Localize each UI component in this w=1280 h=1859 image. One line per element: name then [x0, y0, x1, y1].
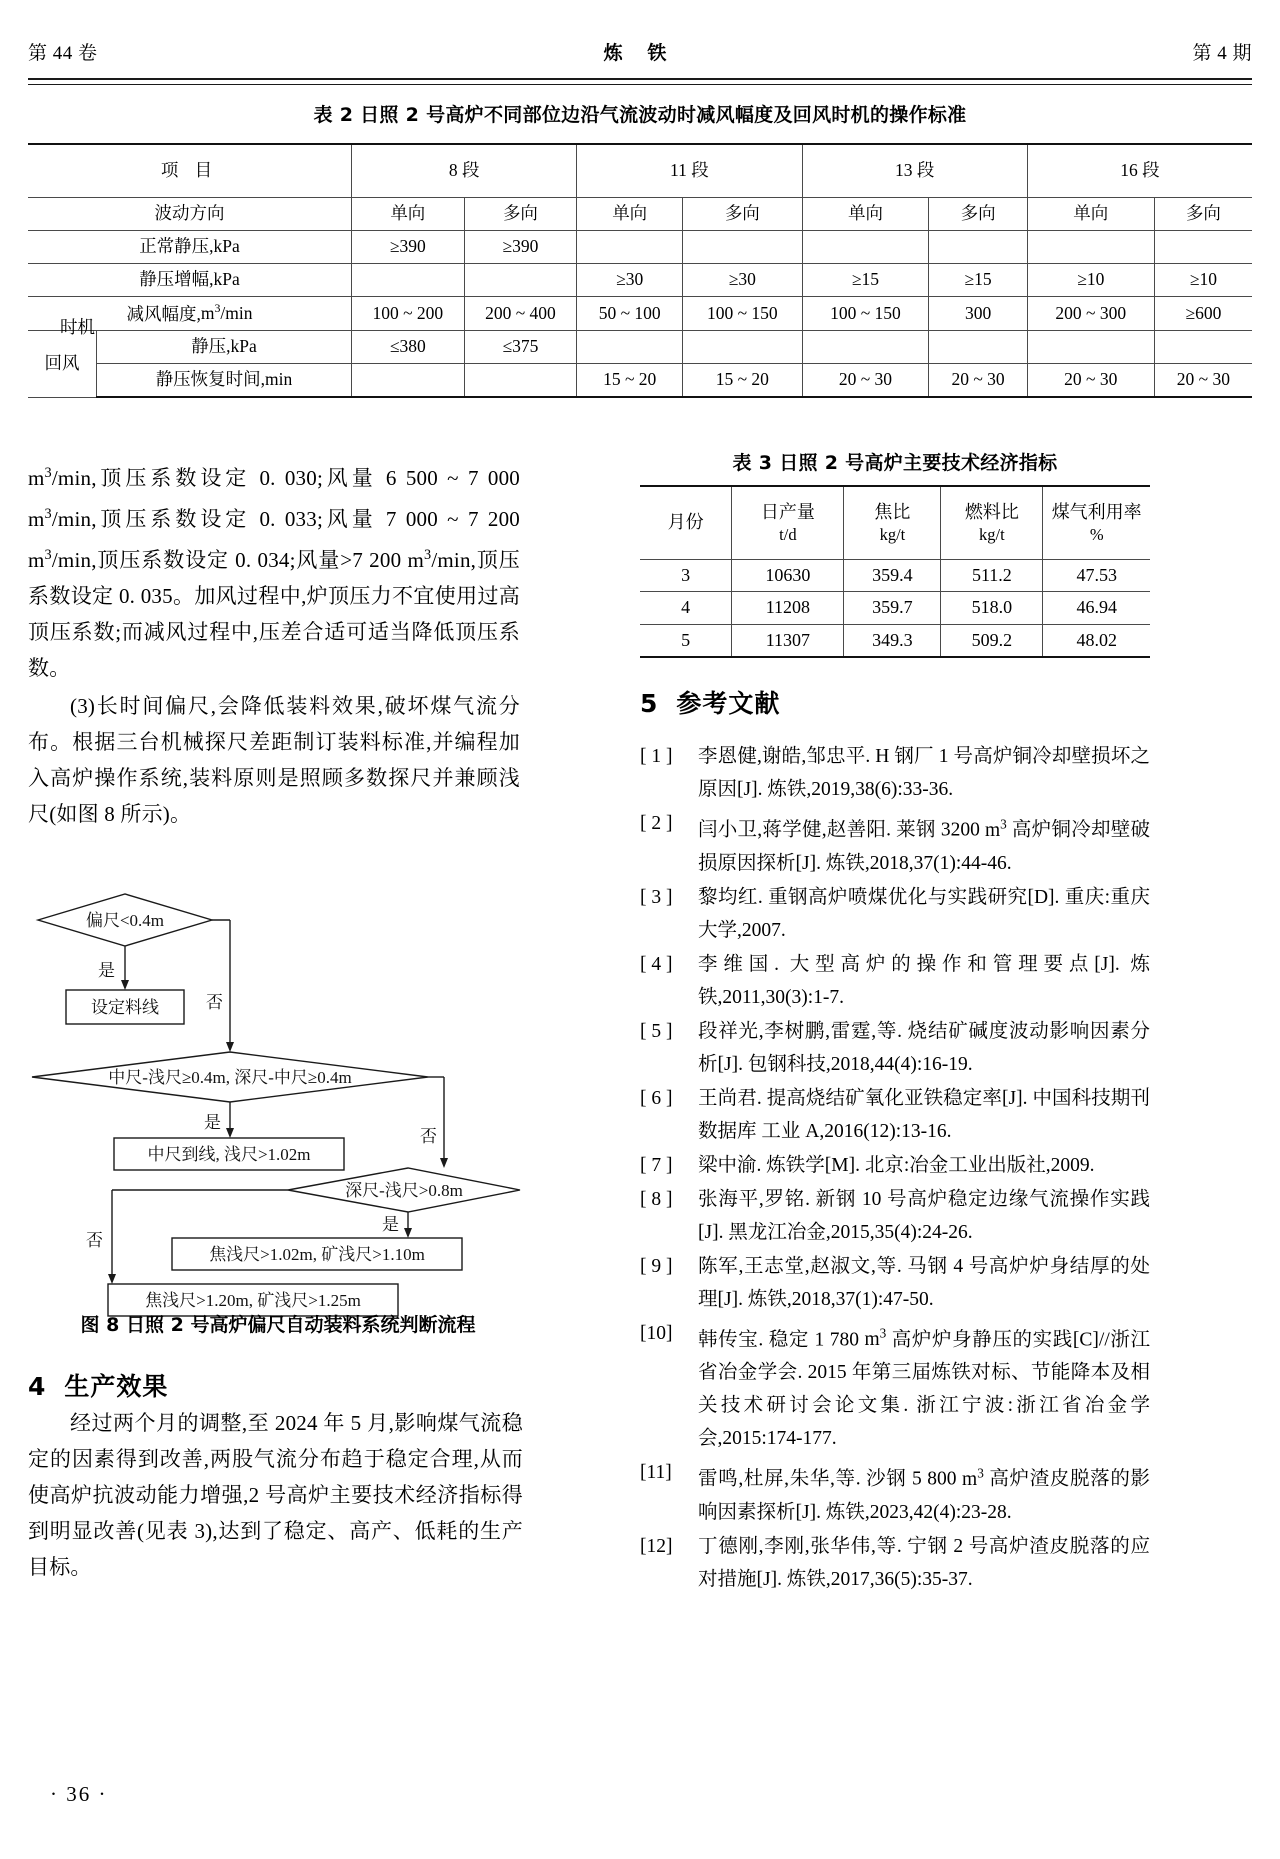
- table-cell: [464, 364, 577, 397]
- table-cell: 200 ~ 400: [464, 296, 577, 331]
- list-item: [640, 1317, 1150, 1456]
- table2-caption: 表 2 日照 2 号高炉不同部位边沿气流波动时减风幅度及回风时机的操作标准: [313, 104, 967, 126]
- reference-text: 梁中渝. 炼铁学[M]. 北京:冶金工业出版社,2009.: [698, 1154, 1095, 1176]
- table-cell: ≥30: [577, 263, 683, 296]
- table-cell: 100 ~ 150: [683, 296, 802, 331]
- table2-direction-cell: 多向: [464, 198, 577, 231]
- reference-text: 王尚君. 提高烧结矿氧化亚铁稳定率[J]. 中国科技期刊数据库 工业 A,2016(12):13-16.: [698, 1087, 1150, 1142]
- table-row: [28, 263, 1252, 296]
- reference-tag: [ 8 ]: [640, 1188, 673, 1210]
- table2-row-label: 静压增幅,kPa: [28, 263, 352, 296]
- table-cell: ≤375: [464, 331, 577, 364]
- reference-text: 段祥光,李树鹏,雷霆,等. 烧结矿碱度波动影响因素分析[J]. 包钢科技,2018,44(4):16-19.: [698, 1020, 1150, 1075]
- volume-label: 第 44 卷: [28, 43, 98, 64]
- table2-row-label: 静压恢复时间,min: [97, 364, 352, 397]
- reference-tag: [ 9 ]: [640, 1255, 673, 1277]
- table-cell: 20 ~ 30: [802, 364, 929, 397]
- table2-direction-cell: 多向: [1154, 198, 1252, 231]
- list-item: [640, 1082, 1150, 1148]
- figure8-caption: 图 8 日照 2 号高炉偏尺自动装料系统判断流程: [80, 1314, 476, 1336]
- paragraph-3: (3)长时间偏尺,会降低装料效果,破坏煤气流分布。根据三台机械探尺差距制订装料标准,并编程加入高炉操作系统,装料原则是照顾多数探尺并兼顾浅尺(如图 8 所示)。: [28, 694, 520, 826]
- table-cell: 15 ~ 20: [577, 364, 683, 397]
- decision-node-2-label: 中尺-浅尺≥0.4m, 深尺-中尺≥0.4m: [108, 1068, 352, 1087]
- journal-title: 炼 铁: [603, 43, 677, 64]
- paragraph-4: 经过两个月的调整,至 2024 年 5 月,影响煤气流稳定的因素得到改善,两股气流分布趋于稳定合理,从而使高炉抗波动能力增强,2 号高炉主要技术经济指标得到明显改善(见表 3),达到了稳定、高产、低耗的生产目标。: [28, 1411, 523, 1579]
- table-cell: ≥15: [802, 263, 929, 296]
- table-cell: [1027, 331, 1154, 364]
- branch-label-yes: 是: [204, 1113, 221, 1132]
- references-section-number: 5: [640, 689, 659, 719]
- section-4-body: [28, 1405, 523, 1585]
- table2-direction-cell: 多向: [683, 198, 802, 231]
- list-item: [640, 1530, 1150, 1596]
- reference-tag: [ 3 ]: [640, 886, 673, 908]
- table-row: [28, 230, 1252, 263]
- table2: [28, 143, 1252, 398]
- table-cell: 10630: [732, 560, 844, 592]
- table-cell: 509.2: [941, 624, 1043, 657]
- list-item: [640, 1250, 1150, 1316]
- branch-label-yes: 是: [98, 961, 115, 980]
- table-cell: 11208: [732, 592, 844, 624]
- running-head: [28, 38, 1252, 72]
- table2-group-label-line2: 时机: [60, 317, 95, 337]
- branch-label-no: 否: [420, 1127, 437, 1146]
- reference-text: 雷鸣,杜屏,朱华,等. 沙钢 5 800 $m^3$ 高炉渣皮脱落的影响因素探析[J]. 炼铁,2023,42(4):23-28.: [698, 1465, 1150, 1523]
- table-cell: 511.2: [941, 560, 1043, 592]
- reference-tag: [ 7 ]: [640, 1154, 673, 1176]
- reference-list: [640, 740, 1150, 1596]
- table-cell: [929, 230, 1027, 263]
- reference-tag: [ 5 ]: [640, 1020, 673, 1042]
- table-cell: 359.7: [844, 592, 941, 624]
- table-cell: [1154, 230, 1252, 263]
- table-cell: 11307: [732, 624, 844, 657]
- paragraph-continued: $m^3/\min$,顶压系数设定 0. 030;风量 6 500 ~ 7 000 $m^3/\min$,顶压系数设定 0. 033;风量 7 000 ~ 7 200 $m^3/\min$,顶压系数设定 0. 034;风量>7 200 $m^3/\min$,顶压系数设定 0. 035。加风过程中,炉顶压力不宜使用过高顶压系数;而减风过程中,压差合适可适当降低顶压系数。: [28, 465, 520, 680]
- table2-header-row: [28, 144, 1252, 198]
- table-cell: [577, 331, 683, 364]
- table-cell: [352, 263, 465, 296]
- list-item: [640, 1149, 1150, 1182]
- table-row: [640, 592, 1150, 624]
- table-cell: 359.4: [844, 560, 941, 592]
- table-cell: ≥390: [464, 230, 577, 263]
- references-heading: [640, 684, 1150, 720]
- page-number: · 36 ·: [50, 1782, 108, 1806]
- table-cell: [1154, 331, 1252, 364]
- table-cell: 46.94: [1043, 592, 1150, 624]
- table-row: [28, 296, 1252, 331]
- table2-direction-cell: 单向: [802, 198, 929, 231]
- table3-header-coke-ratio: 焦比 kg/t: [844, 486, 941, 560]
- table-cell: [802, 331, 929, 364]
- reference-text: 陈军,王志堂,赵淑文,等. 马钢 4 号高炉炉身结厚的处理[J]. 炼铁,2018,37(1):47-50.: [698, 1255, 1150, 1310]
- process-node-4-label: 焦浅尺>1.20m, 矿浅尺>1.25m: [145, 1291, 361, 1310]
- table2-block: [28, 100, 1252, 398]
- left-column: [28, 455, 520, 832]
- list-item: [640, 807, 1150, 880]
- table-cell: ≥10: [1154, 263, 1252, 296]
- table-row: [640, 560, 1150, 592]
- table-cell: 3: [640, 560, 732, 592]
- section-4-heading: [28, 1367, 523, 1403]
- branch-label-no: 否: [206, 993, 223, 1012]
- table-cell: 200 ~ 300: [1027, 296, 1154, 331]
- reference-tag: [12]: [640, 1535, 673, 1557]
- table-cell: [802, 230, 929, 263]
- table2-direction-cell: 单向: [1027, 198, 1154, 231]
- table-cell: 48.02: [1043, 624, 1150, 657]
- section-4-title: 生产效果: [64, 1372, 169, 1401]
- decision-node-1-label: 偏尺<0.4m: [85, 911, 165, 930]
- process-node-1-label: 设定料线: [91, 998, 159, 1017]
- table-row: [28, 331, 1252, 364]
- table-cell: 20 ~ 30: [929, 364, 1027, 397]
- table-cell: ≥10: [1027, 263, 1154, 296]
- list-item: [640, 881, 1150, 947]
- section-4-number: 4: [28, 1372, 47, 1401]
- table-cell: 100 ~ 150: [802, 296, 929, 331]
- table3: [640, 485, 1150, 658]
- list-item: [640, 740, 1150, 806]
- table2-item-header: 项 目: [28, 144, 352, 198]
- table3-header-gas-utilization: 煤气利用率 %: [1043, 486, 1150, 560]
- table-cell: 100 ~ 200: [352, 296, 465, 331]
- table2-direction-row: [28, 198, 1252, 231]
- table2-direction-cell: 多向: [929, 198, 1027, 231]
- table2-group-8: 8 段: [352, 144, 577, 198]
- table-cell: [683, 230, 802, 263]
- table2-group-13: 13 段: [802, 144, 1027, 198]
- table-cell: [352, 364, 465, 397]
- table-cell: 15 ~ 20: [683, 364, 802, 397]
- reference-text: 黎均红. 重钢高炉喷煤优化与实践研究[D]. 重庆:重庆大学,2007.: [698, 886, 1150, 941]
- table2-direction-cell: 单向: [352, 198, 465, 231]
- branch-label-no: 否: [86, 1231, 103, 1250]
- table-cell: ≥390: [352, 230, 465, 263]
- table2-row-label: 静压,kPa: [97, 331, 352, 364]
- process-node-3-label: 焦浅尺>1.02m, 矿浅尺>1.10m: [209, 1245, 425, 1264]
- table2-direction-cell: 单向: [577, 198, 683, 231]
- reference-tag: [11]: [640, 1462, 672, 1484]
- reference-tag: [ 2 ]: [640, 813, 673, 835]
- table-cell: 300: [929, 296, 1027, 331]
- table3-header-daily-output: 日产量 t/d: [732, 486, 844, 560]
- table-cell: 349.3: [844, 624, 941, 657]
- table-cell: ≥30: [683, 263, 802, 296]
- figure8-flowchart: [20, 880, 530, 1310]
- table-cell: 20 ~ 30: [1027, 364, 1154, 397]
- branch-label-yes: 是: [382, 1215, 399, 1234]
- reference-tag: [10]: [640, 1322, 673, 1344]
- table-cell: [929, 331, 1027, 364]
- table-cell: 5: [640, 624, 732, 657]
- issue-label: 第 4 期: [1192, 43, 1252, 64]
- list-item: [640, 1015, 1150, 1081]
- reference-tag: [ 4 ]: [640, 953, 673, 975]
- right-column: [640, 448, 1150, 1597]
- reference-tag: [ 6 ]: [640, 1087, 673, 1109]
- table-row: [640, 624, 1150, 657]
- table-cell: 518.0: [941, 592, 1043, 624]
- table2-group-11: 11 段: [577, 144, 802, 198]
- table-cell: [1027, 230, 1154, 263]
- table3-caption: 表 3 日照 2 号高炉主要技术经济指标: [732, 452, 1058, 474]
- table-cell: ≤380: [352, 331, 465, 364]
- list-item: [640, 1183, 1150, 1249]
- table2-row-label: 正常静压,kPa: [28, 230, 352, 263]
- table3-header-fuel-ratio: 燃料比 kg/t: [941, 486, 1043, 560]
- decision-node-3-label: 深尺-浅尺>0.8m: [345, 1181, 463, 1200]
- reference-text: 闫小卫,蒋学健,赵善阳. 莱钢 3200 $m^3$ 高炉铜冷却壁破损原因探析[J]. 炼铁,2018,37(1):44-46.: [698, 816, 1150, 874]
- table3-header-row: [640, 486, 1150, 560]
- table2-row-label: 减风幅度$,m^3/\min$: [28, 296, 352, 331]
- header-rule: [28, 78, 1252, 85]
- reference-text: 韩传宝. 稳定 1 780 $m^3$ 高炉炉身静压的实践[C]//浙江省冶金学会. 2015 年第三届炼铁对标、节能降本及相关技术研讨会论文集. 浙江宁波:浙江省冶金学会,2015:174-177.: [698, 1325, 1150, 1450]
- reference-text: 丁德刚,李刚,张华伟,等. 宁钢 2 号高炉渣皮脱落的应对措施[J]. 炼铁,2017,36(5):35-37.: [698, 1535, 1150, 1590]
- table-row: [28, 364, 1252, 397]
- table-cell: 47.53: [1043, 560, 1150, 592]
- table-cell: ≥15: [929, 263, 1027, 296]
- reference-text: 张海平,罗铭. 新钢 10 号高炉稳定边缘气流操作实践[J]. 黑龙江冶金,2015,35(4):24-26.: [698, 1188, 1150, 1243]
- references-section-title: 参考文献: [676, 689, 781, 719]
- list-item: [640, 948, 1150, 1014]
- table-cell: 4: [640, 592, 732, 624]
- reference-text: 李维国. 大型高炉的操作和管理要点[J]. 炼铁,2011,30(3):1-7.: [698, 953, 1150, 1008]
- table2-group-16: 16 段: [1027, 144, 1252, 198]
- reference-tag: [ 1 ]: [640, 746, 673, 768]
- table3-header-month: 月份: [640, 486, 732, 560]
- reference-text: 李恩健,谢皓,邹忠平. H 钢厂 1 号高炉铜冷却壁损坏之原因[J]. 炼铁,2019,38(6):33-36.: [698, 746, 1150, 801]
- table-cell: [683, 331, 802, 364]
- table-cell: [577, 230, 683, 263]
- table-cell: ≥600: [1154, 296, 1252, 331]
- process-node-2-label: 中尺到线, 浅尺>1.02m: [147, 1145, 311, 1164]
- table-cell: [464, 263, 577, 296]
- table2-group-label-line1: 回风: [28, 331, 97, 397]
- table-cell: 20 ~ 30: [1154, 364, 1252, 397]
- table-cell: 50 ~ 100: [577, 296, 683, 331]
- table2-direction-label: 波动方向: [28, 198, 352, 231]
- list-item: [640, 1456, 1150, 1529]
